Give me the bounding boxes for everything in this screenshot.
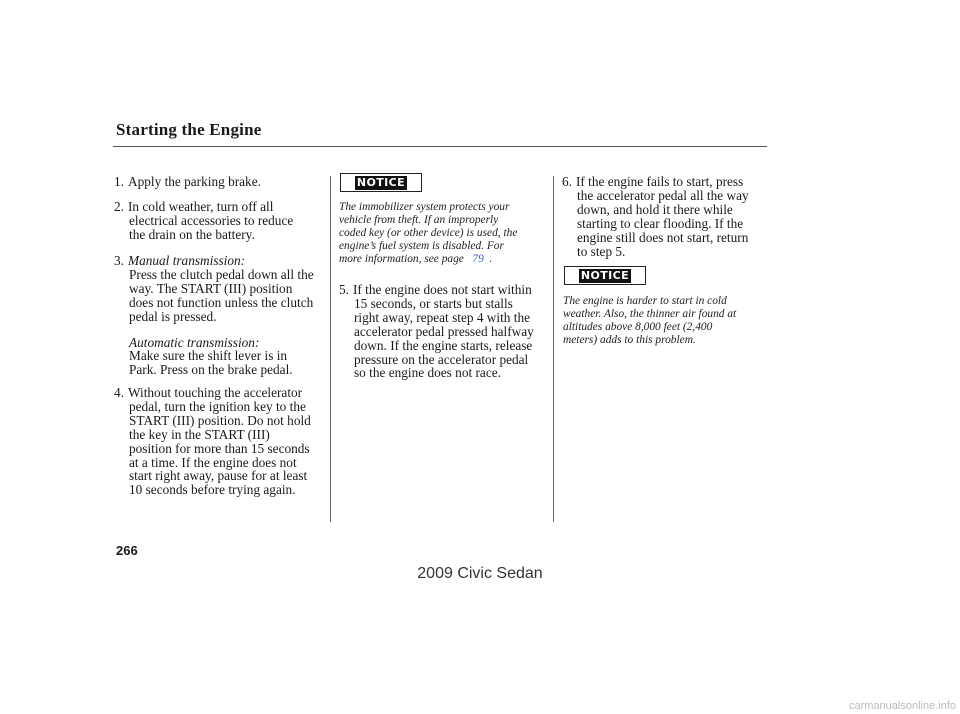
step-text-line: 15 seconds, or starts but stalls	[354, 295, 513, 311]
step-number: 6.	[562, 174, 572, 189]
step-text-line: right away, repeat step 4 with the	[354, 309, 531, 325]
cold-weather-notice-text	[563, 295, 736, 347]
step-text-line: position for more than 15 seconds	[129, 440, 310, 456]
step-text-line: so the engine does not race.	[354, 365, 501, 381]
notice-line	[339, 253, 517, 266]
step-4	[114, 386, 311, 497]
step-number: 5.	[339, 282, 349, 297]
step-number: 3.	[114, 253, 124, 268]
step-text-line: engine still does not start, return	[577, 229, 749, 245]
footer-model-label: 2009 Civic Sedan	[417, 565, 543, 582]
manual-transmission-label: Manual transmission:	[128, 253, 246, 268]
watermark: carmanualsonline.info	[848, 700, 956, 712]
column-divider-right	[553, 176, 554, 522]
notice-line: The immobilizer system protects your	[339, 201, 510, 213]
notice-line: vehicle from theft. If an improperly	[339, 213, 499, 226]
step-text-line: accelerator pedal pressed halfway	[354, 323, 534, 339]
step-text-line: pedal is pressed.	[129, 308, 217, 324]
page-title: Starting the Engine	[116, 120, 262, 139]
page-reference-link[interactable]: 79	[472, 252, 484, 265]
automatic-transmission-label: Automatic transmission:	[129, 334, 260, 350]
notice-line: The engine is harder to start in cold	[563, 295, 727, 307]
step-text-line: the key in the START (III)	[129, 426, 270, 442]
step-text-line: to step 5.	[577, 243, 626, 259]
notice-badge	[564, 266, 646, 285]
step-text-line: Park. Press on the brake pedal.	[129, 362, 293, 378]
step-text-line: way. The START (III) position	[129, 280, 293, 296]
step-6	[562, 175, 749, 258]
step-text-line: 10 seconds before trying again.	[129, 482, 296, 498]
step-text-line: pedal, turn the ignition key to the	[129, 398, 306, 414]
step-5	[339, 283, 534, 380]
step-text-line: Make sure the shift lever is in	[129, 348, 288, 364]
notice-label: NOTICE	[356, 176, 406, 189]
step-text-line: Press the clutch pedal down all the	[129, 266, 314, 282]
step-text-line: down. If the engine starts, release	[354, 337, 533, 353]
step-number: 4.	[114, 385, 124, 400]
notice-line: weather. Also, the thinner air found at	[563, 307, 737, 320]
step-text-line: If the engine fails to start, press	[576, 174, 744, 189]
step-text-line: the drain on the battery.	[129, 226, 255, 242]
step-text-line: electrical accessories to reduce	[129, 212, 294, 228]
step-1	[114, 175, 261, 189]
notice-label: NOTICE	[580, 269, 630, 282]
notice-line: altitudes above 8,000 feet (2,400	[563, 320, 713, 333]
immobilizer-notice-text	[339, 201, 517, 266]
page-number: 266	[116, 543, 138, 558]
step-text-line: the accelerator pedal all the way	[577, 187, 749, 203]
notice-badge	[340, 173, 422, 192]
step-text-line: does not function unless the clutch	[129, 294, 314, 310]
step-2	[114, 200, 293, 242]
notice-line-text: more information, see page	[339, 252, 464, 265]
step-text-line: In cold weather, turn off all	[128, 199, 274, 214]
notice-line-suffix: .	[489, 252, 493, 265]
step-number: 2.	[114, 199, 124, 214]
title-rule	[113, 146, 767, 147]
step-text-line: If the engine does not start within	[353, 282, 532, 297]
step-text-line: starting to clear flooding. If the	[577, 215, 744, 231]
step-text-line: Without touching the accelerator	[128, 385, 303, 400]
column-divider-left	[330, 176, 331, 522]
step-3	[114, 254, 314, 377]
step-text-line: pressure on the accelerator pedal	[354, 351, 529, 367]
step-text-line: start right away, pause for at least	[129, 468, 308, 484]
step-text: Apply the parking brake.	[128, 174, 261, 189]
notice-line: coded key (or other device) is used, the	[339, 226, 518, 239]
notice-line: meters) adds to this problem.	[563, 333, 696, 346]
step-number: 1.	[114, 174, 124, 189]
notice-line: engine’s fuel system is disabled. For	[339, 239, 504, 252]
step-text-line: START (III) position. Do not hold	[129, 412, 311, 428]
step-text-line: down, and hold it there while	[577, 201, 733, 217]
step-text-line: at a time. If the engine does not	[129, 454, 297, 470]
